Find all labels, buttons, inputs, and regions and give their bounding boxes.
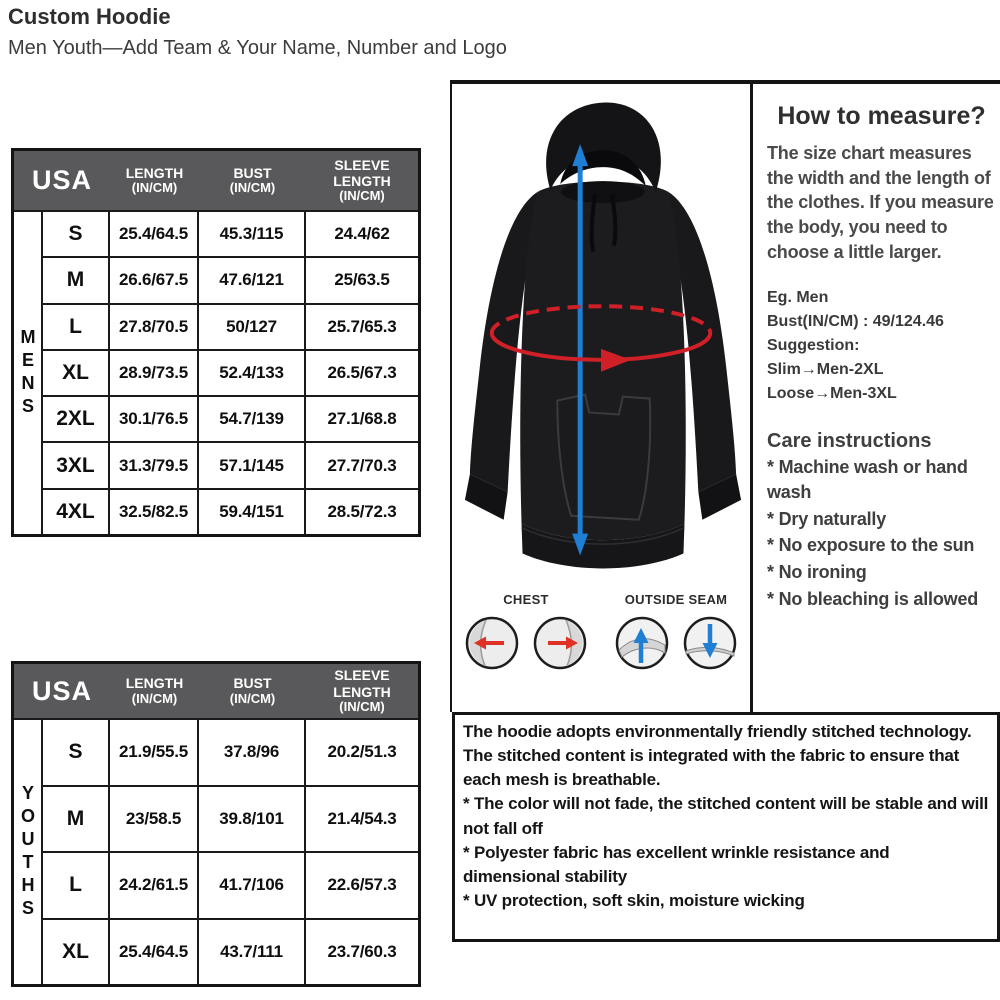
sleeve-cell: 26.5/67.3 xyxy=(306,349,418,395)
seam-arrow-down-icon xyxy=(682,615,738,671)
length-cell: 24.2/61.5 xyxy=(110,851,199,918)
mens-group-label: MENS xyxy=(14,210,43,534)
sleeve-cell: 22.6/57.3 xyxy=(306,851,418,918)
length-cell: 25.4/64.5 xyxy=(110,210,199,256)
length-cell: 32.5/82.5 xyxy=(110,488,199,534)
page-title: Custom Hoodie xyxy=(8,4,171,29)
size-cell: M xyxy=(43,785,110,852)
example-line: Bust(IN/CM) : 49/124.46 xyxy=(767,313,944,331)
example-line: Loose→Men-3XL xyxy=(767,385,897,403)
youths-column-header-length: LENGTH (IN/CM) xyxy=(110,664,199,718)
size-cell: M xyxy=(43,256,110,302)
outside-seam-label: OUTSIDE SEAM xyxy=(624,592,728,607)
bust-cell: 41.7/106 xyxy=(199,851,306,918)
sleeve-cell: 23.7/60.3 xyxy=(306,918,418,985)
care-instruction-item: * Machine wash or hand wash xyxy=(767,457,968,502)
chest-label: CHEST xyxy=(503,592,549,607)
youths-usa-header: USA xyxy=(14,664,110,718)
example-line: Eg. Men xyxy=(767,289,829,307)
sleeve-cell: 25.7/65.3 xyxy=(306,303,418,349)
how-to-measure-panel xyxy=(753,84,1000,712)
size-cell: 4XL xyxy=(43,488,110,534)
description-line: The hoodie adopts environmentally friendly stitched technology. The stitched content is integrated with the fabric to ensure that each mesh is breathable. xyxy=(463,722,972,790)
length-cell: 31.3/79.5 xyxy=(110,441,199,487)
bust-cell: 45.3/115 xyxy=(199,210,306,256)
sizing-example xyxy=(767,286,996,406)
bust-cell: 47.6/121 xyxy=(199,256,306,302)
sleeve-cell: 25/63.5 xyxy=(306,256,418,302)
mens-column-header-sleeve: SLEEVE LENGTH (IN/CM) xyxy=(306,151,418,210)
youths-column-header-sleeve: SLEEVE LENGTH (IN/CM) xyxy=(306,664,418,718)
length-cell: 23/58.5 xyxy=(110,785,199,852)
youths-size-table xyxy=(11,661,421,987)
care-instructions-list xyxy=(767,455,996,611)
sleeve-cell: 27.1/68.8 xyxy=(306,395,418,441)
how-to-measure-heading: How to measure? xyxy=(777,102,986,130)
page-subtitle: Men Youth—Add Team & Your Name, Number and Logo xyxy=(8,37,507,59)
measure-icons-row xyxy=(452,592,750,671)
sleeve-cell: 21.4/54.3 xyxy=(306,785,418,852)
size-cell: XL xyxy=(43,349,110,395)
description-line: * UV protection, soft skin, moisture wicking xyxy=(463,890,805,910)
bust-cell: 54.7/139 xyxy=(199,395,306,441)
product-description-box xyxy=(452,712,1000,942)
bust-cell: 50/127 xyxy=(199,303,306,349)
hoodie-illustration xyxy=(454,88,752,586)
care-instruction-item: * Dry naturally xyxy=(767,508,887,529)
seam-arrow-up-icon xyxy=(614,615,670,671)
care-instructions-heading: Care instructions xyxy=(767,430,932,453)
bust-cell: 43.7/111 xyxy=(199,918,306,985)
size-cell: 3XL xyxy=(43,441,110,487)
bust-cell: 39.8/101 xyxy=(199,785,306,852)
length-cell: 28.9/73.5 xyxy=(110,349,199,395)
measure-section xyxy=(450,80,1000,712)
length-cell: 26.6/67.5 xyxy=(110,256,199,302)
sleeve-cell: 28.5/72.3 xyxy=(306,488,418,534)
size-cell: L xyxy=(43,851,110,918)
length-cell: 30.1/76.5 xyxy=(110,395,199,441)
sleeve-cell: 20.2/51.3 xyxy=(306,718,418,785)
length-cell: 25.4/64.5 xyxy=(110,918,199,985)
chest-arrow-left-icon xyxy=(464,615,520,671)
care-instruction-item: * No exposure to the sun xyxy=(767,535,975,556)
length-cell: 27.8/70.5 xyxy=(110,303,199,349)
mens-size-table xyxy=(11,148,421,537)
sleeve-cell: 27.7/70.3 xyxy=(306,441,418,487)
size-cell: L xyxy=(43,303,110,349)
description-line: * The color will not fade, the stitched content will be stable and will not fall off xyxy=(463,794,989,838)
youths-group-label: YOUTHS xyxy=(14,718,43,984)
chest-measure-group xyxy=(464,592,588,671)
bust-cell: 57.1/145 xyxy=(199,441,306,487)
mens-column-header-length: LENGTH (IN/CM) xyxy=(110,151,199,210)
youths-column-header-bust: BUST (IN/CM) xyxy=(199,664,306,718)
care-instruction-item: * No bleaching is allowed xyxy=(767,588,979,609)
bust-cell: 59.4/151 xyxy=(199,488,306,534)
care-instruction-item: * No ironing xyxy=(767,561,867,582)
description-line: * Polyester fabric has excellent wrinkle resistance and dimensional stability xyxy=(463,842,890,886)
size-cell: XL xyxy=(43,918,110,985)
bust-cell: 52.4/133 xyxy=(199,349,306,395)
bust-cell: 37.8/96 xyxy=(199,718,306,785)
outside-seam-group xyxy=(614,592,738,671)
chest-arrow-right-icon xyxy=(532,615,588,671)
length-cell: 21.9/55.5 xyxy=(110,718,199,785)
example-line: Suggestion: xyxy=(767,337,860,355)
size-cell: S xyxy=(43,210,110,256)
sleeve-cell: 24.4/62 xyxy=(306,210,418,256)
example-line: Slim→Men-2XL xyxy=(767,361,884,379)
how-to-measure-text: The size chart measures the width and the length of the clothes. If you measure the body, you need to choose a little larger. xyxy=(767,143,994,262)
hoodie-panel xyxy=(450,84,753,712)
size-cell: S xyxy=(43,718,110,785)
mens-column-header-bust: BUST (IN/CM) xyxy=(199,151,306,210)
mens-usa-header: USA xyxy=(14,151,110,210)
size-cell: 2XL xyxy=(43,395,110,441)
